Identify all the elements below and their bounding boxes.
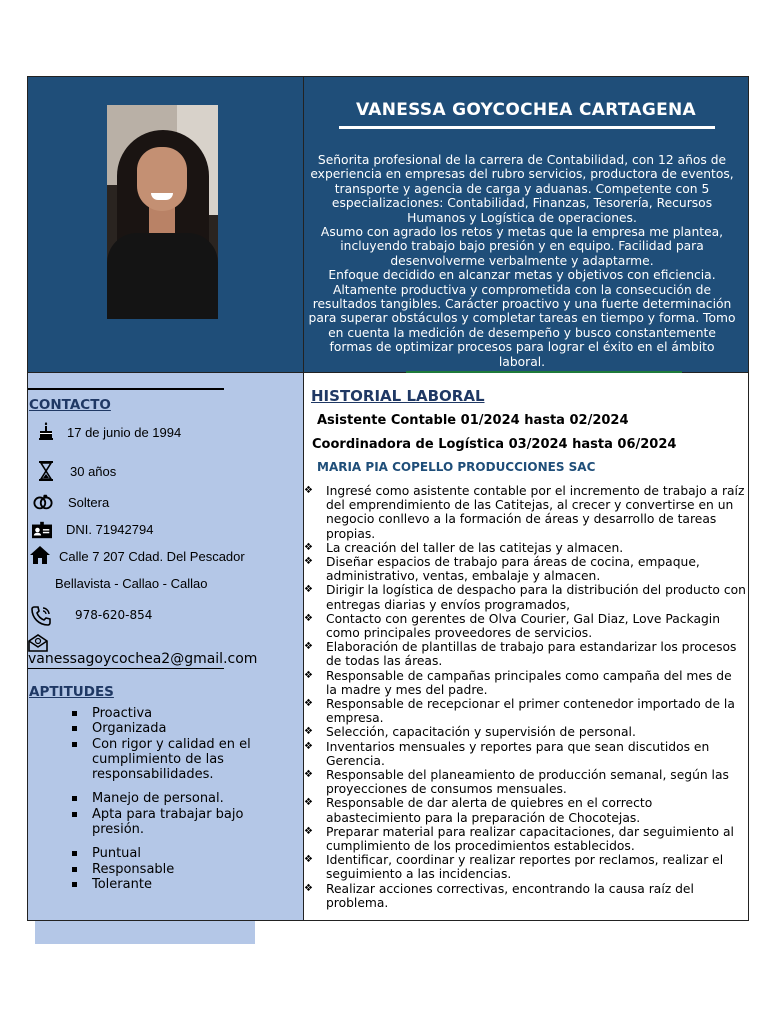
list-item: ❖ Preparar material para realizar capacitaciones, dar seguimiento al cumplimiento de los procedimientos establecidos. — [304, 825, 746, 853]
email-icon — [28, 633, 48, 653]
id-card-icon — [32, 520, 52, 540]
history-heading: HISTORIAL LABORAL — [311, 387, 485, 405]
dni-text: DNI. 71942794 — [66, 522, 154, 537]
list-item: ❖ Inventarios mensuales y reportes para que sean discutidos en Gerencia. — [304, 740, 746, 768]
list-item: ❖ Identificar, coordinar y realizar reportes por reclamos, realizar el seguimiento a las incidencias. — [304, 853, 746, 881]
contact-heading: CONTACTO — [29, 397, 111, 413]
candidate-name: VANESSA GOYCOCHEA CARTAGENA — [355, 100, 697, 120]
aptitudes-list — [72, 706, 292, 892]
list-item: ❖ Responsable de recepcionar el primer contenedor importado de la empresa. — [304, 697, 746, 725]
birthday-cake-icon — [36, 421, 56, 441]
job-title-2: Coordinadora de Logística 03/2024 hasta 06/2024 — [312, 437, 677, 452]
address-line-1: Calle 7 207 Cdad. Del Pescador — [59, 549, 245, 564]
rings-icon — [33, 492, 53, 512]
list-item: Con rigor y calidad en el cumplimiento de las responsabilidades. — [72, 737, 292, 783]
list-item: Apta para trabajar bajo presión. — [72, 807, 292, 838]
email-underline — [28, 668, 224, 669]
list-item: Proactiva — [72, 706, 292, 721]
summary-underline — [406, 371, 682, 373]
list-item: ❖ Ingresé como asistente contable por el incremento de trabajo a raíz del emprendimiento de las Catitejas, al crecer y convertirse en un negocio conllevo a la formación de áreas y desarrollo de tareas propias. — [304, 484, 746, 541]
hourglass-icon — [36, 461, 56, 481]
phone-icon — [31, 606, 51, 626]
list-item: Puntual — [72, 846, 292, 861]
list-item: ❖ Responsable de dar alerta de quiebres en el correcto abastecimiento para la preparación de Chocotejas. — [304, 796, 746, 824]
summary-paragraph: Enfoque decidido en alcanzar metas y objetivos con eficiencia. Altamente productiva y comprometida con la consecución de resultados tangibles. Carácter proactivo y una fuerte determinación para superar obstáculos y completar tareas en tiempo y forma. Tomo en cuenta la medición de desempeño y busco constantemente formas de optimizar procesos para lograr el éxito en el ámbito laboral. — [308, 268, 736, 369]
list-item: ❖ Responsable del planeamiento de producción semanal, según las proyecciones de consumos mensuales. — [304, 768, 746, 796]
birthday-text: 17 de junio de 1994 — [67, 425, 182, 440]
profile-photo — [107, 105, 218, 319]
home-icon — [30, 545, 50, 565]
email-link[interactable]: vanessagoycochea2@gmail.com — [28, 651, 258, 667]
address-line-2: Bellavista - Callao - Callao — [55, 576, 208, 591]
list-item: ❖ Selección, capacitación y supervisión de personal. — [304, 725, 746, 739]
list-item: ❖ Diseñar espacios de trabajo para áreas de cocina, empaque, administrativo, ventas, embalaje y almacen. — [304, 555, 746, 583]
marital-status-text: Soltera — [68, 495, 110, 510]
company-name: MARIA PIA COPELLO PRODUCCIONES SAC — [317, 460, 596, 474]
phone-text: 978-620-854 — [75, 608, 153, 622]
list-item: ❖ La creación del taller de las catitejas y almacen. — [304, 541, 746, 555]
list-item: ❖ Elaboración de plantillas de trabajo para estandarizar los procesos de todas las áreas. — [304, 640, 746, 668]
summary-paragraph: Señorita profesional de la carrera de Contabilidad, con 12 años de experiencia en empresas del rubro servicios, productora de eventos, transporte y agencia de carga y aduanas. Competente con 5 especializaciones: Contabilidad, Finanzas, Tesorería, Recursos Humanos y Logística de operaciones. — [310, 153, 734, 225]
profile-summary — [307, 153, 737, 369]
list-item: ❖ Dirigir la logística de despacho para la distribución del producto con entregas diarias y envíos programados, — [304, 583, 746, 611]
list-item: Manejo de personal. — [72, 791, 292, 806]
duties-list — [304, 484, 746, 910]
sidebar-tail — [35, 920, 255, 944]
aptitudes-heading: APTITUDES — [29, 684, 114, 700]
job-title-1: Asistente Contable 01/2024 hasta 02/2024 — [317, 413, 629, 428]
list-item: Responsable — [72, 862, 292, 877]
summary-paragraph: Asumo con agrado los retos y metas que la empresa me plantea, incluyendo trabajo bajo presión y en equipo. Facilidad para desenvolverme verbalmente y adaptarme. — [320, 225, 724, 268]
list-item: Tolerante — [72, 877, 292, 892]
list-item: Organizada — [72, 721, 292, 736]
age-text: 30 años — [70, 464, 117, 479]
list-item: ❖ Realizar acciones correctivas, encontrando la causa raíz del problema. — [304, 882, 746, 910]
list-item: ❖ Responsable de campañas principales como campaña del mes de la madre y mes del padre. — [304, 669, 746, 697]
name-underline — [339, 126, 715, 129]
list-item: ❖ Contacto con gerentes de Olva Courier, Gal Diaz, Love Packagin como principales proveedores de servicios. — [304, 612, 746, 640]
contact-top-rule — [28, 388, 224, 390]
